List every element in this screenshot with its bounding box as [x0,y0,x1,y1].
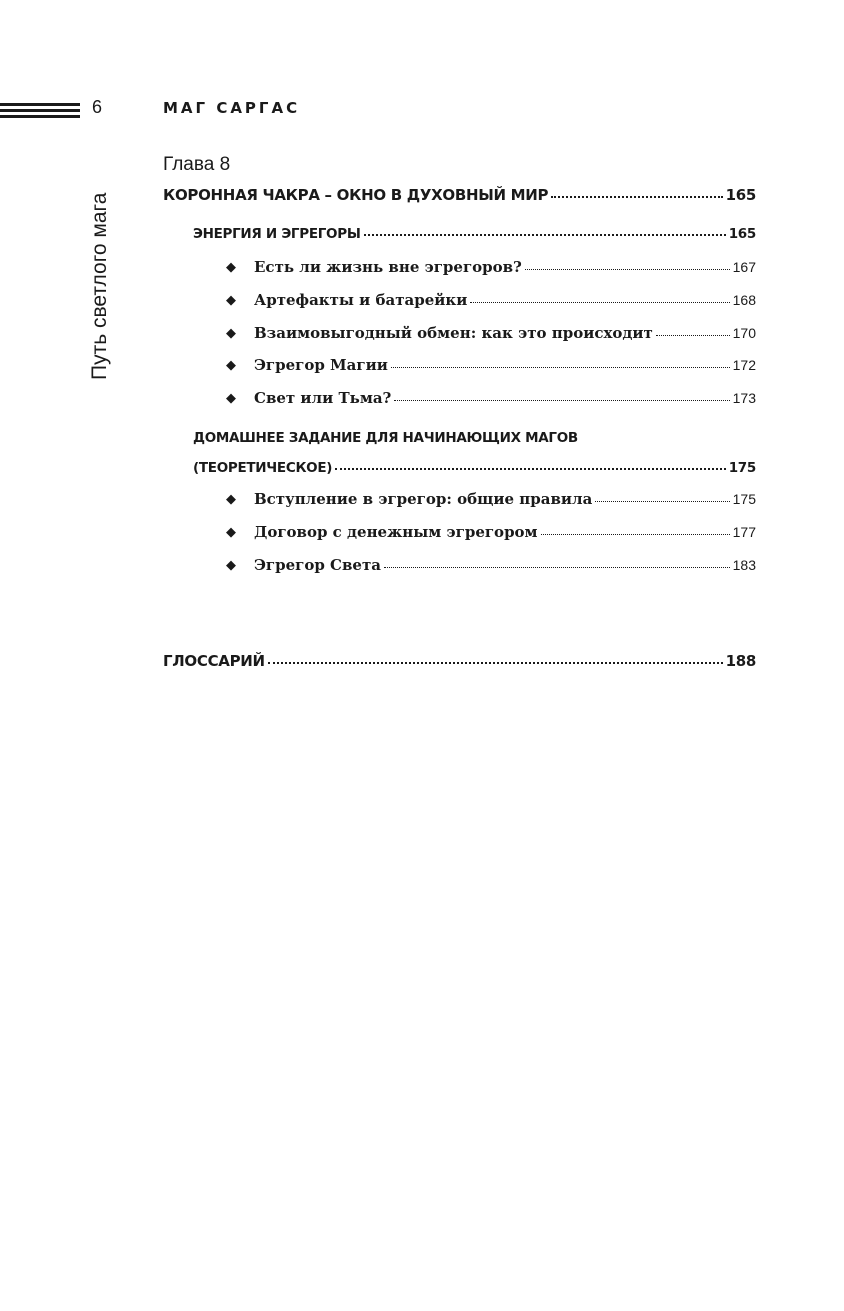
dot-leader [656,335,730,336]
toc-entry-page: 183 [732,557,756,573]
toc-entry-page: 173 [732,390,756,406]
toc-entry-page: 172 [732,357,756,373]
diamond-bullet-icon: ◆ [226,293,236,308]
toc-entry-title: Эгрегор Магии [254,356,388,374]
toc-section-homework-line1[interactable]: ДОМАШНЕЕ ЗАДАНИЕ ДЛЯ НАЧИНАЮЩИХ МАГОВ [193,430,578,446]
toc-entry-page: 165 [728,226,756,242]
dot-leader [595,501,729,502]
toc-item[interactable] [254,523,756,541]
dot-leader [525,269,730,270]
diamond-bullet-icon: ◆ [226,260,236,275]
toc-entry-title: Артефакты и батарейки [254,291,468,309]
diamond-bullet-icon: ◆ [226,492,236,507]
dot-leader [470,302,729,303]
toc-entry-title: Есть ли жизнь вне эгрегоров? [254,258,522,276]
toc-entry-title: Договор с денежным эгрегором [254,523,538,541]
diamond-bullet-icon: ◆ [226,525,236,540]
dot-leader [335,468,726,470]
page-number: 6 [92,97,103,117]
toc-glossary[interactable] [163,652,756,670]
toc-entry-page: 170 [732,325,756,341]
dot-leader [384,567,730,568]
dot-leader [541,534,730,535]
side-book-title: Путь светлого мага [88,192,111,380]
toc-entry-title: ГЛОССАРИЙ [163,652,265,670]
toc-entry-title: (ТЕОРЕТИЧЕСКОЕ) [193,460,333,476]
chapter-label: Глава 8 [163,154,231,175]
toc-item[interactable] [254,291,756,309]
diamond-bullet-icon: ◆ [226,391,236,406]
toc-entry-title: КОРОННАЯ ЧАКРА – ОКНО В ДУХОВНЫЙ МИР [163,186,549,204]
toc-entry-title: Свет или Тьма? [254,389,392,407]
toc-section-homework[interactable] [193,460,756,476]
diamond-bullet-icon: ◆ [226,358,236,373]
dot-leader [394,400,729,401]
toc-item[interactable] [254,356,756,374]
dot-leader [391,367,730,368]
author-name: МАГ САРГАС [163,99,301,117]
toc-chapter-title[interactable] [163,186,756,204]
toc-entry-title: ЭНЕРГИЯ И ЭГРЕГОРЫ [193,226,361,242]
diamond-bullet-icon: ◆ [226,326,236,341]
header-rule-middle [0,109,80,112]
toc-item[interactable] [254,490,756,508]
dot-leader [268,662,723,664]
diamond-bullet-icon: ◆ [226,558,236,573]
toc-entry-page: 175 [732,491,756,507]
toc-section-energy[interactable] [193,226,756,242]
toc-entry-title: Взаимовыгодный обмен: как это происходит [254,324,653,342]
toc-entry-page: 165 [725,186,756,204]
header-rule-top [0,103,80,106]
dot-leader [364,234,726,236]
dot-leader [551,196,722,198]
toc-entry-page: 177 [732,524,756,540]
toc-entry-page: 188 [725,652,756,670]
toc-item[interactable] [254,389,756,407]
toc-entry-page: 168 [732,292,756,308]
toc-item[interactable] [254,556,756,574]
toc-entry-page: 175 [728,460,756,476]
header-rule-bottom [0,115,80,118]
toc-entry-title: Эгрегор Света [254,556,381,574]
toc-entry-page: 167 [732,259,756,275]
toc-item[interactable] [254,324,756,342]
toc-item[interactable] [254,258,756,276]
toc-entry-title: Вступление в эгрегор: общие правила [254,490,593,508]
